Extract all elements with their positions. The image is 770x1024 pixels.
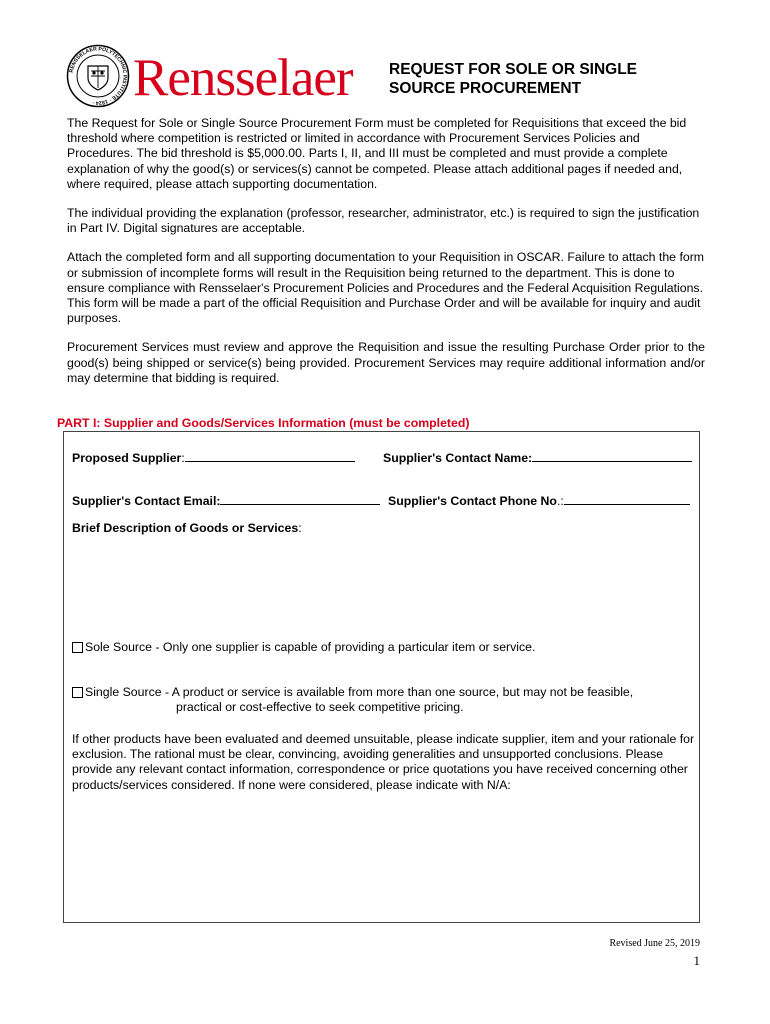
part1-box	[63, 431, 700, 923]
contact-name-input[interactable]	[532, 449, 692, 462]
intro-paragraph-2: The individual providing the explanation (professor, researcher, administrator, etc.) is required to sign the justification in Part IV. Digital signatures are acceptable.	[67, 206, 700, 236]
document-title-line1: REQUEST FOR SOLE OR SINGLE	[389, 61, 638, 78]
page-header	[66, 44, 706, 110]
part1-title: PART I: Supplier and Goods/Services Information (must be completed)	[57, 416, 470, 430]
rationale-text: If other products have been evaluated and deemed unsuitable, please indicate supplier, item and your rationale for exclusion. The rational must be clear, convincing, avoiding generalities and unsupported conclusions. Please provide any relevant contact information, correspondence or price quotations you have received concerning other products/services considered. If none were considered, please indicate with N/A:	[72, 732, 695, 792]
proposed-supplier-input[interactable]	[185, 449, 355, 462]
contact-email-input[interactable]	[220, 492, 380, 505]
intro-section	[67, 116, 705, 400]
page-number: 1	[693, 953, 700, 968]
brief-description	[72, 521, 302, 535]
revised-date: Revised June 25, 2019	[609, 938, 700, 949]
contact-email-label: Supplier's Contact Email:	[72, 494, 221, 508]
brief-description-colon: :	[298, 521, 302, 535]
intro-paragraph-3: Attach the completed form and all supporting documentation to your Requisition in OSCAR. Failure to attach the form or submission of incomplete forms will result in the Requisition being returned to the department. This is done to ensure compliance with Rensselaer's Procurement Policies and Procedures and the Federal Acquisition Regulations. This form will be made a part of the official Requisition and Purchase Order and will be available for inquiry and audit purposes.	[67, 250, 705, 326]
intro-paragraph-1: The Request for Sole or Single Source Procurement Form must be completed for Requisitions that exceed the bid threshold where competition is restricted or limited in accordance with Procurement Services Policies and Procedures. The bid threshold is $5,000.00. Parts I, II, and III must be completed and must provide a complete explanation of why the good(s) or services(s) cannot be competed. Please attach additional pages if needed and, where required, please attach supporting documentation.	[67, 116, 687, 191]
contact-phone-label: Supplier's Contact Phone No	[388, 494, 557, 508]
document-title	[389, 60, 709, 98]
contact-phone-field	[388, 492, 690, 508]
single-source-text-line2: practical or cost-effective to seek competitive pricing.	[176, 700, 464, 715]
contact-name-field	[383, 449, 692, 465]
brief-description-label: Brief Description of Goods or Services	[72, 521, 299, 535]
rensselaer-seal-icon	[66, 44, 130, 108]
single-source-checkbox[interactable]	[72, 687, 83, 698]
contact-phone-input[interactable]	[564, 492, 690, 505]
intro-paragraph-4: Procurement Services must review and approve the Requisition and issue the resulting Purchase Order prior to the good(s) being shipped or service(s) being provided. Procurement Services may require additional information and/or may determine that bidding is required.	[67, 340, 705, 385]
proposed-supplier-label: Proposed Supplier	[72, 451, 182, 465]
contact-email-field	[72, 492, 380, 508]
sole-source-text: Sole Source - Only one supplier is capable of providing a particular item or service.	[85, 640, 536, 654]
svg-text:RENSSELAER POLYTECHNIC INSTITU: RENSSELAER POLYTECHNIC INSTITUTE · 1824 ·	[68, 46, 128, 106]
contact-phone-suffix: .:	[556, 494, 564, 508]
proposed-supplier-field	[72, 449, 355, 465]
proposed-supplier-colon: :	[181, 451, 185, 465]
single-source-option	[72, 685, 672, 715]
single-source-text-line1: Single Source - A product or service is available from more than one source, but may not be feasible,	[85, 685, 634, 699]
sole-source-checkbox[interactable]	[72, 642, 83, 653]
contact-name-label: Supplier's Contact Name:	[383, 451, 533, 465]
sole-source-option	[72, 640, 672, 655]
rensselaer-logo: Rensselaer	[133, 49, 353, 107]
document-title-line2: SOURCE PROCUREMENT	[389, 80, 582, 97]
